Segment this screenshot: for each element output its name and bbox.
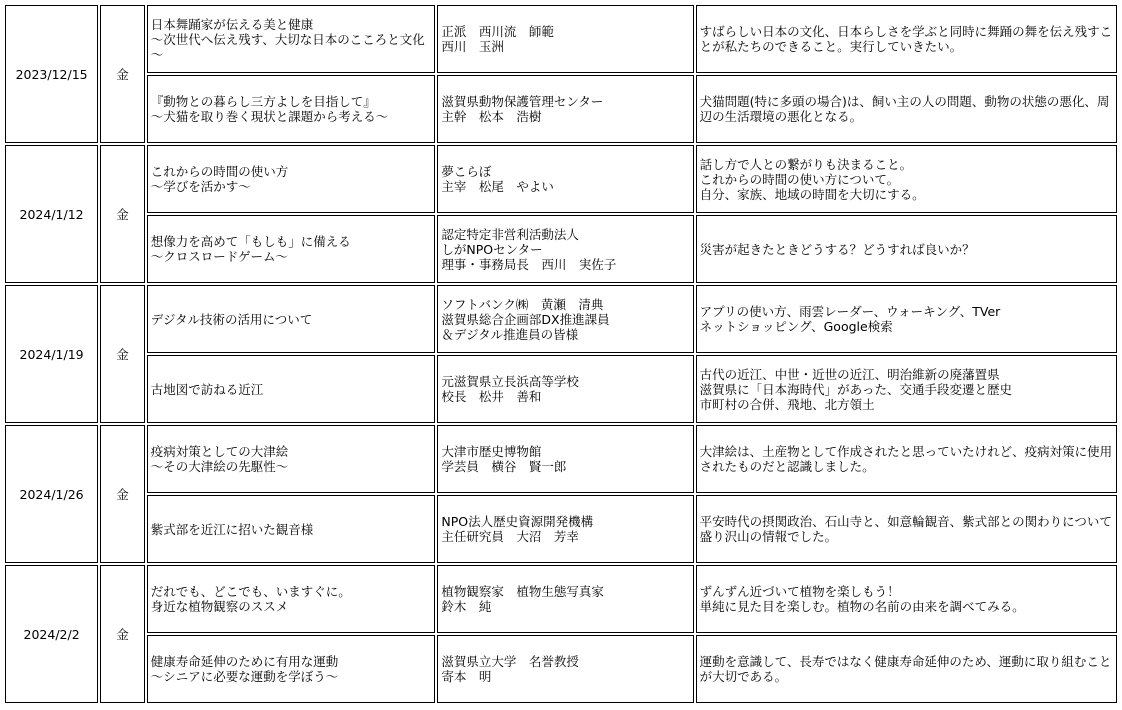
lecture-title-cell: 想像力を高めて「もしも」に備える ～クロスロードゲーム～ (147, 215, 436, 283)
lecture-title-cell: 日本舞踊家が伝える美と健康 ～次世代へ伝え残す、大切な日本のこころと文化～ (147, 5, 436, 73)
schedule-row (5, 75, 1117, 143)
note-cell: 大津絵は、土産物として作成されたと思っていたけれど、疫病対策に使用されたものだと認識しました。 (696, 425, 1117, 493)
speaker-cell: NPO法人歴史資源開発機構 主任研究員 大沼 芳幸 (437, 495, 693, 563)
lecture-title-cell: 紫式部を近江に招いた観音様 (147, 495, 436, 563)
schedule-row (5, 215, 1117, 283)
note-cell: 話し方で人との繋がりも決まること。 これからの時間の使い方について。 自分、家族、地域の時間を大切にする。 (696, 145, 1117, 213)
lecture-title-cell: 『動物との暮らし三方よしを目指して』 ～犬猫を取り巻く現状と課題から考える～ (147, 75, 436, 143)
speaker-cell: 滋賀県動物保護管理センター 主幹 松本 浩樹 (437, 75, 693, 143)
speaker-cell: 植物観察家 植物生態写真家 鈴木 純 (437, 565, 693, 633)
speaker-cell: 正派 西川流 師範 西川 玉洲 (437, 5, 693, 73)
weekday-cell: 金 (100, 145, 145, 283)
speaker-cell: 夢こらぼ 主宰 松尾 やよい (437, 145, 693, 213)
schedule-row (5, 425, 1117, 493)
lecture-title-cell: デジタル技術の活用について (147, 285, 436, 353)
speaker-cell: ソフトバンク㈱ 黄瀬 清典 滋賀県総合企画部DX推進課員 ＆デジタル推進員の皆様 (437, 285, 693, 353)
lecture-schedule-table (3, 3, 1119, 705)
schedule-row (5, 5, 1117, 73)
weekday-cell: 金 (100, 285, 145, 423)
weekday-cell: 金 (100, 565, 145, 703)
note-cell: 犬猫問題(特に多頭の場合)は、飼い主の人の問題、動物の状態の悪化、周辺の生活環境の悪化となる。 (696, 75, 1117, 143)
note-cell: 災害が起きたときどうする？どうすれば良いか？ (696, 215, 1117, 283)
schedule-row (5, 635, 1117, 703)
date-cell: 2024/2/2 (5, 565, 98, 703)
lecture-title-cell: 古地図で訪ねる近江 (147, 355, 436, 423)
date-cell: 2023/12/15 (5, 5, 98, 143)
note-cell: アプリの使い方、雨雲レーダー、ウォーキング、TVer ネットショッピング、Google検索 (696, 285, 1117, 353)
speaker-cell: 大津市歴史博物館 学芸員 横谷 賢一郎 (437, 425, 693, 493)
schedule-row (5, 565, 1117, 633)
note-cell: 運動を意識して、長寿ではなく健康寿命延伸のため、運動に取り組むことが大切である。 (696, 635, 1117, 703)
date-cell: 2024/1/26 (5, 425, 98, 563)
note-cell: 平安時代の摂関政治、石山寺と、如意輪観音、紫式部との関わりについて盛り沢山の情報でした。 (696, 495, 1117, 563)
schedule-row (5, 285, 1117, 353)
lecture-title-cell: だれでも、どこでも、いますぐに。 身近な植物観察のススメ (147, 565, 436, 633)
speaker-cell: 元滋賀県立長浜高等学校 校長 松井 善和 (437, 355, 693, 423)
weekday-cell: 金 (100, 5, 145, 143)
lecture-title-cell: これからの時間の使い方 ～学びを活かす～ (147, 145, 436, 213)
schedule-row (5, 145, 1117, 213)
speaker-cell: 滋賀県立大学 名誉教授 寄本 明 (437, 635, 693, 703)
date-cell: 2024/1/19 (5, 285, 98, 423)
schedule-row (5, 355, 1117, 423)
weekday-cell: 金 (100, 425, 145, 563)
note-cell: ずんずん近づいて植物を楽しもう！ 単純に見た目を楽しむ。植物の名前の由来を調べてみる。 (696, 565, 1117, 633)
schedule-row (5, 495, 1117, 563)
lecture-title-cell: 健康寿命延伸のために有用な運動 ～シニアに必要な運動を学ぼう～ (147, 635, 436, 703)
date-cell: 2024/1/12 (5, 145, 98, 283)
lecture-title-cell: 疫病対策としての大津絵 ～その大津絵の先駆性～ (147, 425, 436, 493)
speaker-cell: 認定特定非営利活動法人 しがNPOセンター 理事・事務局長 西川 実佐子 (437, 215, 693, 283)
note-cell: 古代の近江、中世・近世の近江、明治維新の廃藩置県 滋賀県に「日本海時代」があった、交通手段変遷と歴史 市町村の合併、飛地、北方領土 (696, 355, 1117, 423)
note-cell: すばらしい日本の文化、日本らしさを学ぶと同時に舞踊の舞を伝え残すことが私たちのできること。実行していきたい。 (696, 5, 1117, 73)
